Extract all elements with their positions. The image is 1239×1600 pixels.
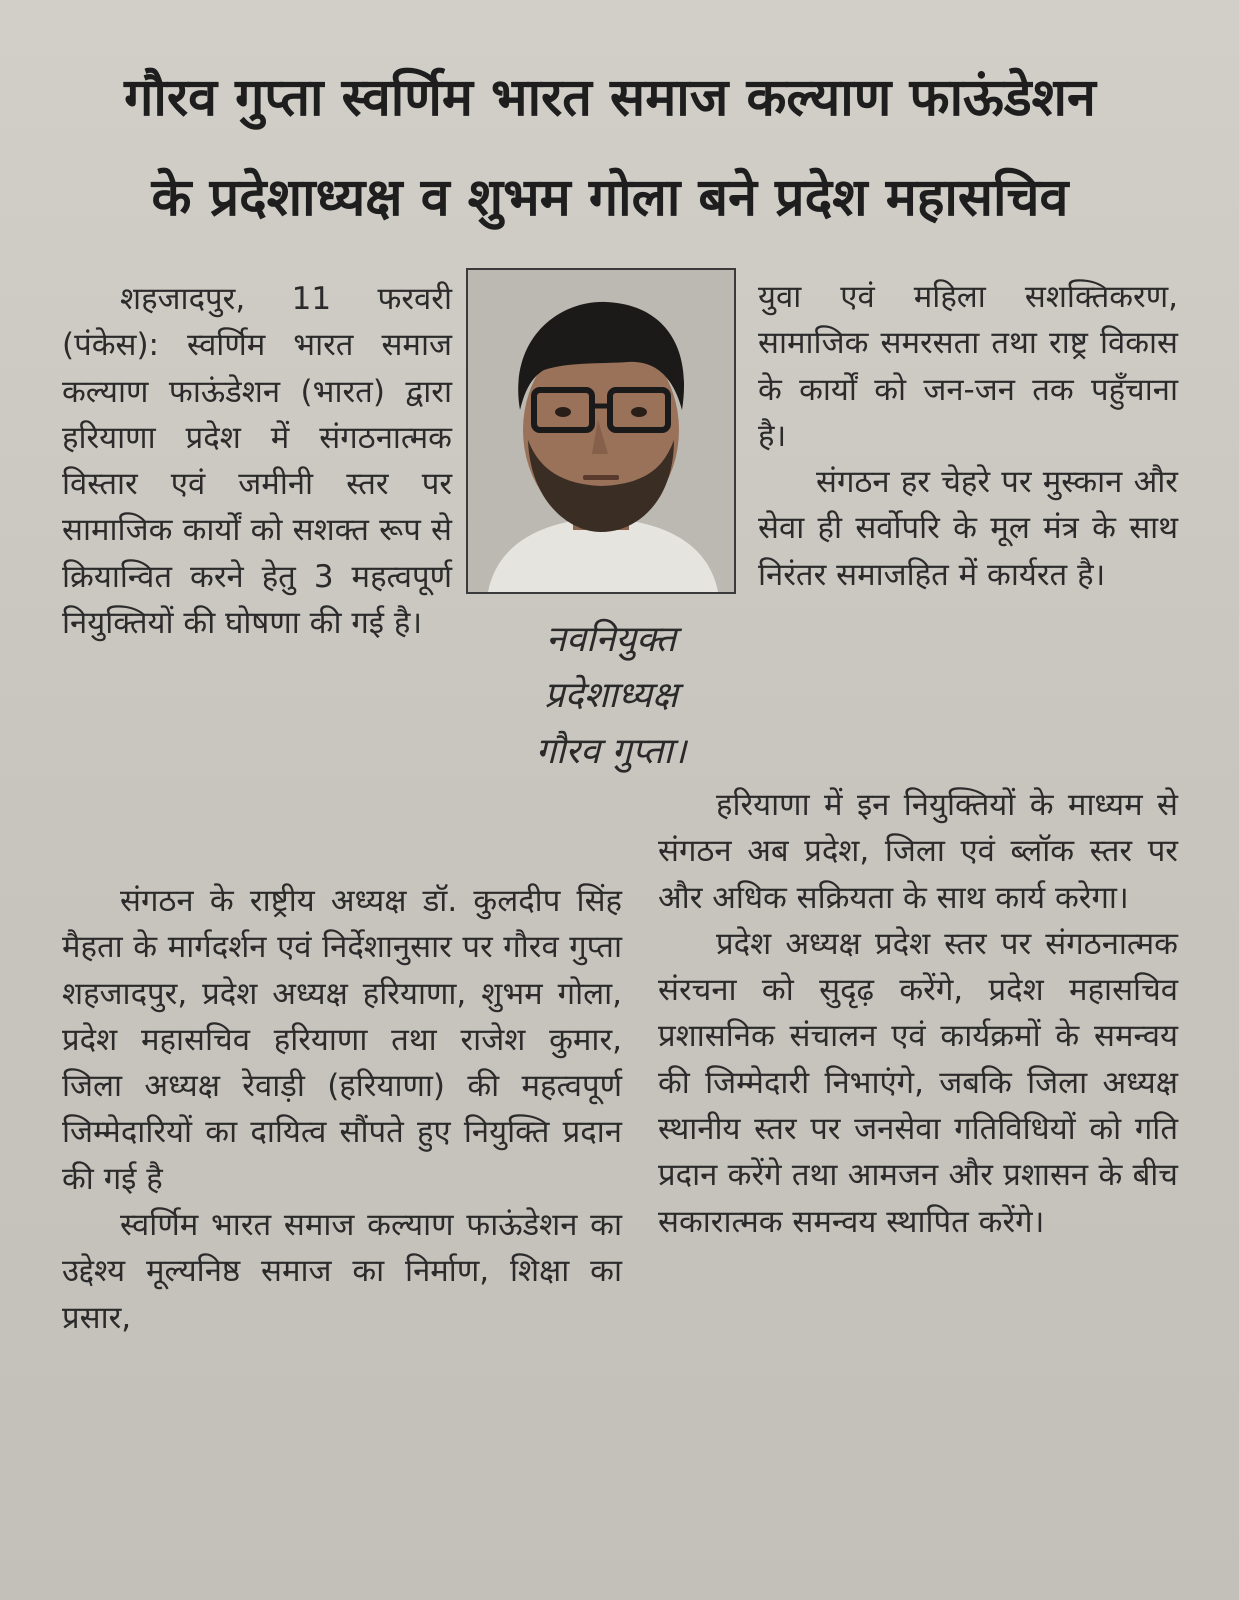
article-paragraph-4: संगठन हर चेहरे पर मुस्कान और सेवा ही सर्वोपरि के मूल मंत्र के साथ निरंतर समाजहित में कार्यरत है। bbox=[758, 464, 1178, 593]
article-paragraph-3-continued: युवा एवं महिला सशक्तिकरण, सामाजिक समरसता तथा राष्ट्र विकास के कार्यों को जन-जन तक पहुँचाना है। bbox=[758, 279, 1178, 454]
portrait-illustration bbox=[468, 270, 734, 592]
photo-caption bbox=[496, 612, 726, 780]
article-column-left-lower bbox=[62, 878, 622, 1341]
portrait-photo bbox=[466, 268, 736, 594]
caption-line-1: नवनियुक्त bbox=[546, 619, 676, 660]
article-paragraph-6: प्रदेश अध्यक्ष प्रदेश स्तर पर संगठनात्मक संरचना को सुदृढ़ करेंगे, प्रदेश महासचिव प्रशासनिक संचालन एवं कार्यक्रमों के समन्वय की जिम्मेदारी निभाएंगे, जबकि जिला अध्यक्ष स्थानीय स्तर पर जनसेवा गतिविधियों को गति प्रदान करेंगे तथा आमजन और प्रशासन के बीच सकारात्मक समन्वय स्थापित करेंगे। bbox=[658, 925, 1178, 1240]
article-paragraph-3: स्वर्णिम भारत समाज कल्याण फाऊंडेशन का उद्देश्य मूल्यनिष्ठ समाज का निर्माण, शिक्षा का प्रसार, bbox=[62, 1207, 622, 1336]
article-paragraph-1: शहजादपुर, 11 फरवरी (पंकेस): स्वर्णिम भारत समाज कल्याण फाऊंडेशन (भारत) द्वारा हरियाणा प्रदेश में संगठनात्मक विस्तार एवं जमीनी स्तर पर सामाजिक कार्यों को सशक्त रूप से क्रियान्वित करने हेतु 3 महत्वपूर्ण नियुक्तियों की घोषणा की गई है। bbox=[62, 281, 452, 642]
caption-line-3: गौरव गुप्ता। bbox=[535, 731, 687, 772]
headline-line-2: के प्रदेशाध्यक्ष व शुभम गोला बने प्रदेश महासचिव bbox=[151, 168, 1069, 228]
article-paragraph-5: हरियाणा में इन नियुक्तियों के माध्यम से संगठन अब प्रदेश, जिला एवं ब्लॉक स्तर पर और अधिक सक्रियता के साथ कार्य करेगा। bbox=[658, 787, 1178, 916]
article-column-right-upper bbox=[758, 274, 1178, 598]
article-column-left bbox=[62, 276, 452, 646]
article-column-right-lower bbox=[658, 782, 1178, 1245]
article-paragraph-2: संगठन के राष्ट्रीय अध्यक्ष डॉ. कुलदीप सिंह मैहता के मार्गदर्शन एवं निर्देशानुसार पर गौरव गुप्ता शहजादपुर, प्रदेश अध्यक्ष हरियाणा, शुभम गोला, प्रदेश महासचिव हरियाणा तथा राजेश कुमार, जिला अध्यक्ष रेवाड़ी (हरियाणा) की महत्वपूर्ण जिम्मेदारियों का दायित्व सौंपते हुए नियुक्ति प्रदान की गई है bbox=[62, 883, 622, 1197]
caption-line-2: प्रदेशाध्यक्ष bbox=[544, 675, 678, 716]
headline-line-1: गौरव गुप्ता स्वर्णिम भारत समाज कल्याण फाऊंडेशन bbox=[124, 68, 1096, 128]
